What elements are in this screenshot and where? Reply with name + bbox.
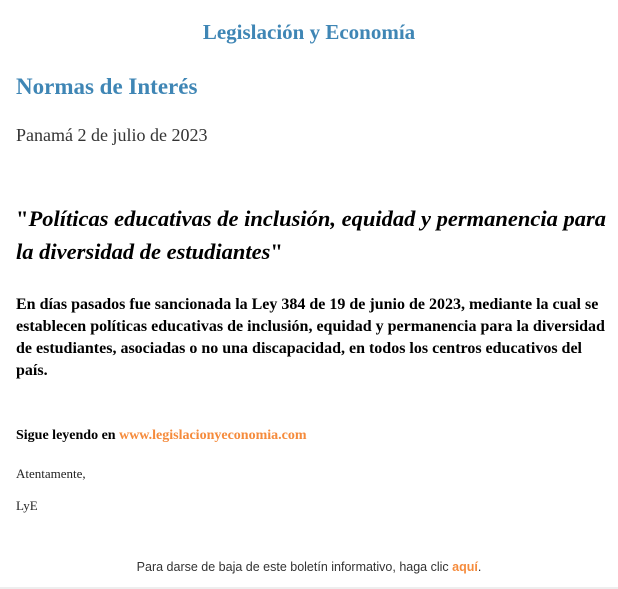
- headline: [16, 202, 606, 268]
- read-more: [16, 428, 307, 444]
- close-quote: ": [270, 239, 283, 264]
- footer-end: .: [477, 560, 482, 574]
- read-more-label: Sigue leyendo en: [16, 428, 120, 443]
- website-link[interactable]: www.legislacionyeconomia.com: [119, 428, 307, 443]
- footer: [0, 560, 618, 574]
- closing: Atentamente,: [16, 466, 86, 481]
- footer-text: Para darse de baja de este boletín informativo, haga clic: [136, 560, 453, 574]
- section-title: Normas de Interés: [16, 74, 198, 99]
- unsubscribe-link[interactable]: aquí: [452, 560, 478, 574]
- date: Panamá 2 de julio de 2023: [16, 125, 208, 145]
- open-quote: ": [16, 206, 29, 231]
- brand-header: Legislación y Economía: [202, 20, 416, 44]
- headline-text: Políticas educativas de inclusión, equidad y permanencia para la diversidad de estudiantes: [16, 206, 606, 264]
- body-text: En días pasados fue sancionada la Ley 384 de 19 de junio de 2023, mediante la cual se establecen políticas educativas de inclusión, equidad y permanencia para la diversidad de estudiantes, asociadas o no una discapacidad, en todos los centros educativos del país.: [16, 296, 605, 379]
- signature: LyE: [16, 498, 38, 513]
